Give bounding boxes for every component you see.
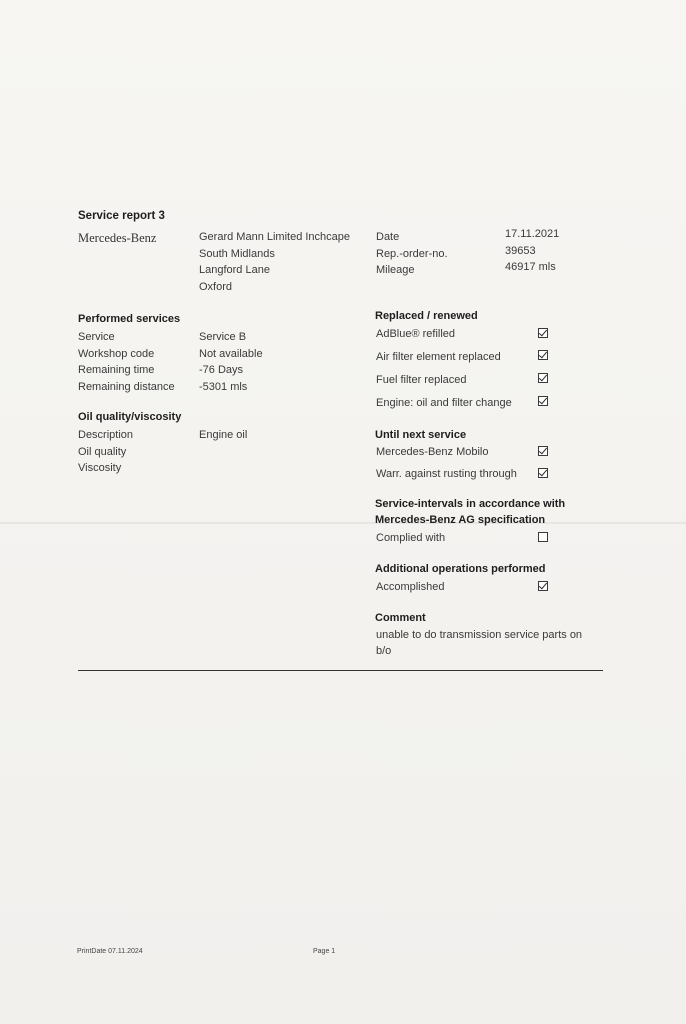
performed-services-heading: Performed services [78, 313, 181, 325]
divider-line [78, 670, 603, 671]
oil-quality-label: Oil quality [78, 445, 127, 458]
oil-quality-value [199, 444, 247, 461]
air-filter-checkbox[interactable] [538, 350, 548, 360]
adblue-label: AdBlue® refilled [376, 328, 456, 340]
additional-heading: Additional operations performed [375, 563, 546, 575]
remaining-time-label: Remaining time [78, 364, 155, 376]
description-label: Description [78, 429, 134, 441]
comment-heading: Comment [375, 612, 426, 624]
report-title: Service report 3 [78, 210, 165, 222]
remaining-distance-label: Remaining distance [78, 380, 175, 393]
replaced-heading: Replaced / renewed [375, 310, 478, 322]
service-value: Service B [199, 331, 247, 343]
rust-warranty-label: Warr. against rusting through [376, 468, 517, 480]
mobilo-checkbox[interactable] [538, 446, 548, 456]
meta-labels [376, 229, 448, 279]
performed-values [199, 329, 263, 395]
dealer-line: Langford Lane [199, 264, 270, 276]
next-service-heading: Until next service [375, 429, 467, 441]
mileage-value: 46917 mls [505, 261, 556, 273]
comment-line-2: b/o [376, 645, 392, 657]
oil-quality-heading: Oil quality/viscosity [78, 411, 182, 423]
brand-name: Mercedes-Benz [78, 231, 157, 245]
page-number: Page 1 [313, 948, 336, 955]
paper-fold [0, 522, 686, 524]
dealer-line: South Midlands [199, 247, 275, 260]
meta-values [505, 226, 559, 276]
intervals-heading-line-2: Mercedes-Benz AG specification [375, 514, 546, 526]
air-filter-label: Air filter element replaced [376, 351, 501, 363]
remaining-time-value: -76 Days [199, 364, 244, 376]
mileage-label: Mileage [376, 264, 415, 276]
order-label: Rep.-order-no. [376, 247, 448, 260]
oil-values [199, 427, 247, 477]
oil-change-label: Engine: oil and filter change [376, 397, 512, 409]
workshop-code-label: Workshop code [78, 347, 155, 360]
oil-labels [78, 427, 133, 477]
description-value: Engine oil [199, 429, 248, 441]
workshop-code-value: Not available [199, 347, 263, 360]
dealer-line: Oxford [199, 280, 233, 293]
viscosity-value [199, 460, 247, 477]
dealer-line: Gerard Mann Limited Inchcape [199, 231, 351, 243]
service-label: Service [78, 331, 115, 343]
intervals-heading-line-1: Service-intervals in accordance with [375, 498, 566, 510]
performed-labels [78, 329, 175, 395]
print-date: PrintDate 07.11.2024 [77, 948, 143, 955]
date-value: 17.11.2021 [505, 228, 560, 240]
oil-change-checkbox[interactable] [538, 396, 548, 406]
date-label: Date [376, 231, 400, 243]
adblue-checkbox[interactable] [538, 328, 548, 338]
mobilo-label: Mercedes-Benz Mobilo [376, 446, 489, 458]
comment-line-1: unable to do transmission service parts on [376, 629, 583, 641]
complied-checkbox[interactable] [538, 532, 548, 542]
complied-label: Complied with [376, 532, 446, 544]
viscosity-label: Viscosity [78, 462, 122, 474]
order-value: 39653 [505, 244, 536, 257]
rust-warranty-checkbox[interactable] [538, 468, 548, 478]
remaining-distance-value: -5301 mls [199, 380, 248, 393]
fuel-filter-label: Fuel filter replaced [376, 374, 467, 386]
accomplished-checkbox[interactable] [538, 581, 548, 591]
dealer-address [199, 229, 350, 295]
fuel-filter-checkbox[interactable] [538, 373, 548, 383]
accomplished-label: Accomplished [376, 581, 445, 593]
